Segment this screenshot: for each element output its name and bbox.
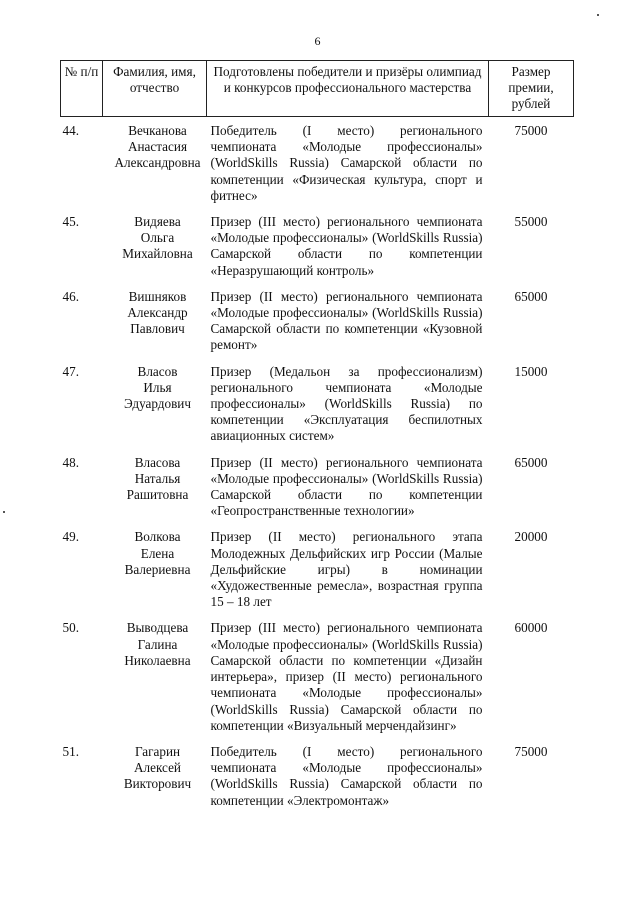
person-name bbox=[103, 214, 207, 289]
row-number: 47. bbox=[62, 363, 79, 379]
row-number: 50. bbox=[62, 620, 79, 636]
achievement-text: Победитель (I место) регионального чемпионата «Молодые профессионалы» (WorldSkills Russia) Самарской области по компетенции «Физическая культура, спорт и фитнес» bbox=[210, 123, 483, 203]
row-number: 51. bbox=[62, 743, 79, 759]
scan-speck bbox=[3, 511, 5, 513]
table-row bbox=[61, 214, 574, 289]
surname: Волкова bbox=[134, 529, 181, 545]
row-number: 49. bbox=[62, 529, 79, 545]
patronymic: Эдуардович bbox=[124, 396, 191, 412]
table-row bbox=[61, 364, 574, 455]
person-name bbox=[103, 289, 207, 364]
table-body bbox=[61, 117, 574, 819]
person-name bbox=[103, 744, 207, 819]
achievement-text: Призер (II место) регионального этапа Молодежных Дельфийских игр России (Малые Дельфийские игры) в номинации «Художественные ремесла», возрастная группа 15 – 18 лет bbox=[210, 529, 483, 610]
first-name: Галина bbox=[137, 636, 178, 652]
surname: Вишняков bbox=[128, 288, 187, 304]
patronymic: Павлович bbox=[130, 321, 185, 337]
prize-amount: 65000 bbox=[514, 454, 548, 470]
prize-amount: 65000 bbox=[514, 288, 548, 304]
surname: Власова bbox=[134, 454, 181, 470]
awards-table bbox=[60, 60, 574, 819]
table-row bbox=[61, 744, 574, 819]
achievement-text: Призер (Медальон за профессионализм) регионального чемпионата «Молодые профессионалы» (WorldSkills Russia) по компетенции «Эксплуатация беспилотных авиационных систем» bbox=[210, 363, 483, 444]
person-name bbox=[103, 455, 207, 530]
first-name: Анастасия bbox=[127, 139, 188, 155]
prize-amount: 60000 bbox=[514, 620, 548, 636]
prize-amount: 75000 bbox=[514, 123, 548, 138]
surname: Вечканова bbox=[128, 123, 187, 138]
table-row bbox=[61, 455, 574, 530]
achievement-text: Призер (II место) регионального чемпионата «Молодые профессионалы» (WorldSkills Russia) Самарской области по компетенции «Кузовной ремонт» bbox=[210, 288, 483, 353]
header-achievement: Подготовлены победители и призёры олимпиад и конкурсов профессионального мастерства bbox=[207, 61, 489, 117]
first-name: Алексей bbox=[134, 760, 181, 776]
first-name: Александр bbox=[127, 305, 188, 321]
prize-amount: 20000 bbox=[514, 529, 548, 545]
prize-amount: 75000 bbox=[514, 743, 548, 759]
achievement-text: Победитель (I место) регионального чемпионата «Молодые профессионалы» (WorldSkills Russia) Самарской области по компетенции «Электромонтаж» bbox=[210, 743, 483, 808]
header-number: № п/п bbox=[61, 61, 103, 117]
row-number: 44. bbox=[62, 123, 79, 138]
table-row bbox=[61, 620, 574, 743]
table-row bbox=[61, 289, 574, 364]
patronymic: Александровна bbox=[114, 155, 201, 171]
surname: Власов bbox=[137, 363, 178, 379]
header-name: Фамилия, имя, отчество bbox=[103, 61, 207, 117]
table-row bbox=[61, 117, 574, 215]
prize-amount: 15000 bbox=[514, 363, 548, 379]
achievement-text: Призер (III место) регионального чемпионата «Молодые профессионалы» (WorldSkills Russia) Самарской области по компетенции «Неразрушающий контроль» bbox=[210, 214, 483, 278]
patronymic: Викторович bbox=[123, 776, 192, 792]
person-name bbox=[103, 529, 207, 620]
first-name: Илья bbox=[143, 379, 172, 395]
patronymic: Николаевна bbox=[124, 652, 191, 668]
table-row bbox=[61, 529, 574, 620]
achievement-text: Призер (III место) регионального чемпионата «Молодые профессионалы» (WorldSkills Russia) Самарской области по компетенции «Дизайн интерьера», призер (II место) регионального чемпионата «Молодые профессионалы» (WorldSkills Russia) Самарской области по компетенции «Визуальный мерчендайзинг» bbox=[210, 620, 483, 733]
surname: Гагарин bbox=[134, 743, 181, 759]
patronymic: Рашитовна bbox=[126, 487, 189, 503]
person-name bbox=[103, 620, 207, 743]
patronymic: Валериевна bbox=[124, 561, 191, 577]
table-header-row bbox=[61, 61, 574, 117]
person-name bbox=[103, 117, 207, 215]
prize-amount: 55000 bbox=[514, 214, 548, 230]
achievement-text: Призер (II место) регионального чемпионата «Молодые профессионалы» (WorldSkills Russia) Самарской области по компетенции «Геопространственные технологии» bbox=[210, 454, 483, 519]
header-prize: Размер премии, рублей bbox=[489, 61, 574, 117]
person-name bbox=[103, 364, 207, 455]
page-number: 6 bbox=[314, 34, 321, 48]
first-name: Наталья bbox=[134, 470, 181, 486]
first-name: Елена bbox=[140, 545, 175, 561]
surname: Выводцева bbox=[126, 620, 189, 636]
row-number: 46. bbox=[62, 288, 79, 304]
row-number: 48. bbox=[62, 454, 79, 470]
surname: Видяева bbox=[134, 214, 181, 230]
scan-speck bbox=[597, 14, 599, 16]
patronymic: Михайловна bbox=[122, 246, 193, 262]
row-number: 45. bbox=[62, 214, 79, 230]
first-name: Ольга bbox=[140, 230, 175, 246]
